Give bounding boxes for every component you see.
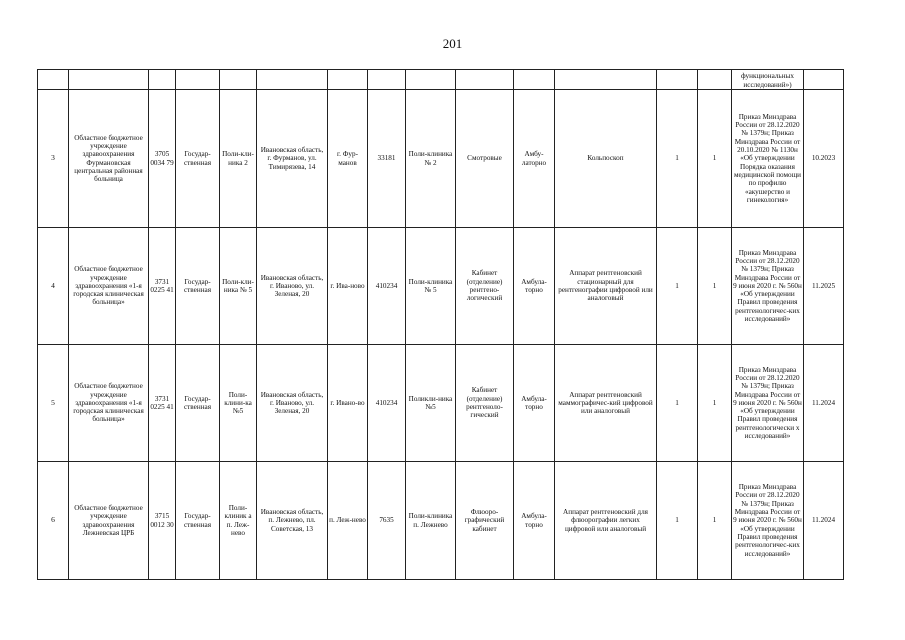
room-cell: Смотровые xyxy=(456,90,514,228)
address-cell: Ивановская область, г. Иваново, ул. Зеленая, 20 xyxy=(257,228,328,345)
room-cell: Флюоро-графический кабинет xyxy=(456,462,514,580)
population-cell: 33181 xyxy=(368,90,406,228)
date-cell: 11.2024 xyxy=(804,345,844,462)
organization-cell: Областное бюджетное учреждение здравоохранения «1-я городская клиническая больница» xyxy=(69,345,149,462)
address-cell: Ивановская область, г. Иваново, ул. Зеленая, 20 xyxy=(257,345,328,462)
standard-cell: Приказ Минздрава России от 28.12.2020 № 1379н; Приказ Минздрава России от 20.10.2020 № 1130н «Об утверждении Порядка оказания медицинской помощи по профилю «акушерство и гинекология» xyxy=(732,90,804,228)
population-cell: 7635 xyxy=(368,462,406,580)
row-number: 3 xyxy=(38,90,69,228)
page-number: 201 xyxy=(442,36,463,51)
care-type-cell: Амбу-латорно xyxy=(514,90,555,228)
row-number: 4 xyxy=(38,228,69,345)
division-cell: Поли-клиника п. Лежнево xyxy=(406,462,456,580)
inn-cell: 3731 0225 41 xyxy=(149,345,176,462)
standard-cell: функциональных исследований») xyxy=(732,70,804,90)
address-cell: Ивановская область, г. Фурманов, ул. Тимирязева, 14 xyxy=(257,90,328,228)
organization-cell: Областное бюджетное учреждение здравоохранения «1-я городская клиническая больница» xyxy=(69,228,149,345)
qty-available-cell: 1 xyxy=(698,345,732,462)
qty-required-cell: 1 xyxy=(657,462,698,580)
table-row xyxy=(38,90,844,228)
table-row xyxy=(38,345,844,462)
unit-cell: Поли-клиник а п. Леж-нево xyxy=(220,462,257,580)
organization-cell: Областное бюджетное учреждение здравоохранения Лежневская ЦРБ xyxy=(69,462,149,580)
table-row-continuation xyxy=(38,70,844,90)
standard-cell: Приказ Минздрава России от 28.12.2020 № 1379н; Приказ Минздрава России от 9 июня 2020 г. № 560н «Об утверждении Правил проведения рентгенологичес-ких исследований» xyxy=(732,462,804,580)
equipment-cell: Аппарат рентгеновский маммографичес-кий цифровой или аналоговый xyxy=(555,345,657,462)
care-type-cell: Амбула-торно xyxy=(514,345,555,462)
date-cell: 11.2024 xyxy=(804,462,844,580)
table-row xyxy=(38,228,844,345)
population-cell: 410234 xyxy=(368,345,406,462)
care-type-cell: Амбула-торно xyxy=(514,462,555,580)
room-cell: Кабинет (отделение) рентгено-логический xyxy=(456,228,514,345)
care-type-cell: Амбула-торно xyxy=(514,228,555,345)
equipment-table xyxy=(37,69,844,580)
equipment-cell: Аппарат рентгеновский стационарный для рентгенографии цифровой или аналоговый xyxy=(555,228,657,345)
division-cell: Поли-клиника № 2 xyxy=(406,90,456,228)
division-cell: Поликли-ника №5 xyxy=(406,345,456,462)
address-cell: Ивановская область, п. Лежнево, пл. Советская, 13 xyxy=(257,462,328,580)
table-row xyxy=(38,462,844,580)
locality-cell: г. Ива-ново xyxy=(328,228,368,345)
locality-cell: п. Леж-нево xyxy=(328,462,368,580)
row-number: 5 xyxy=(38,345,69,462)
row-number: 6 xyxy=(38,462,69,580)
unit-cell: Поли-кли-ника 2 xyxy=(220,90,257,228)
qty-required-cell: 1 xyxy=(657,90,698,228)
standard-cell: Приказ Минздрава России от 28.12.2020 № 1379н; Приказ Минздрава России от 9 июня 2020 г. № 560н «Об утверждении Правил проведения рентгенологичес-ких исследований» xyxy=(732,228,804,345)
inn-cell: 3715 0012 30 xyxy=(149,462,176,580)
equipment-cell: Кольпоскоп xyxy=(555,90,657,228)
equipment-cell: Аппарат рентгеновский для флюорографии легких цифровой или аналоговый xyxy=(555,462,657,580)
inn-cell: 3731 0225 41 xyxy=(149,228,176,345)
qty-required-cell: 1 xyxy=(657,228,698,345)
inn-cell: 3705 0034 79 xyxy=(149,90,176,228)
population-cell: 410234 xyxy=(368,228,406,345)
qty-available-cell: 1 xyxy=(698,462,732,580)
locality-cell: г. Фур-манов xyxy=(328,90,368,228)
date-cell: 10.2023 xyxy=(804,90,844,228)
ownership-cell: Государ-ственная xyxy=(176,462,220,580)
room-cell: Кабинет (отделение) рентгеноло-гический xyxy=(456,345,514,462)
ownership-cell: Государ-ственная xyxy=(176,345,220,462)
ownership-cell: Государ-ственная xyxy=(176,90,220,228)
qty-available-cell: 1 xyxy=(698,90,732,228)
standard-cell: Приказ Минздрава России от 28.12.2020 № 1379н; Приказ Минздрава России от 9 июня 2020 г. № 560н «Об утверждении Правил проведения рентгенологически х исследований» xyxy=(732,345,804,462)
unit-cell: Поли-кли-ника № 5 xyxy=(220,228,257,345)
organization-cell: Областное бюджетное учреждение здравоохранения Фурмановская центральная районная больница xyxy=(69,90,149,228)
qty-required-cell: 1 xyxy=(657,345,698,462)
unit-cell: Поли-клини-ка №5 xyxy=(220,345,257,462)
qty-available-cell: 1 xyxy=(698,228,732,345)
date-cell: 11.2025 xyxy=(804,228,844,345)
division-cell: Поли-клиника № 5 xyxy=(406,228,456,345)
locality-cell: г. Ивано-во xyxy=(328,345,368,462)
ownership-cell: Государ-ственная xyxy=(176,228,220,345)
